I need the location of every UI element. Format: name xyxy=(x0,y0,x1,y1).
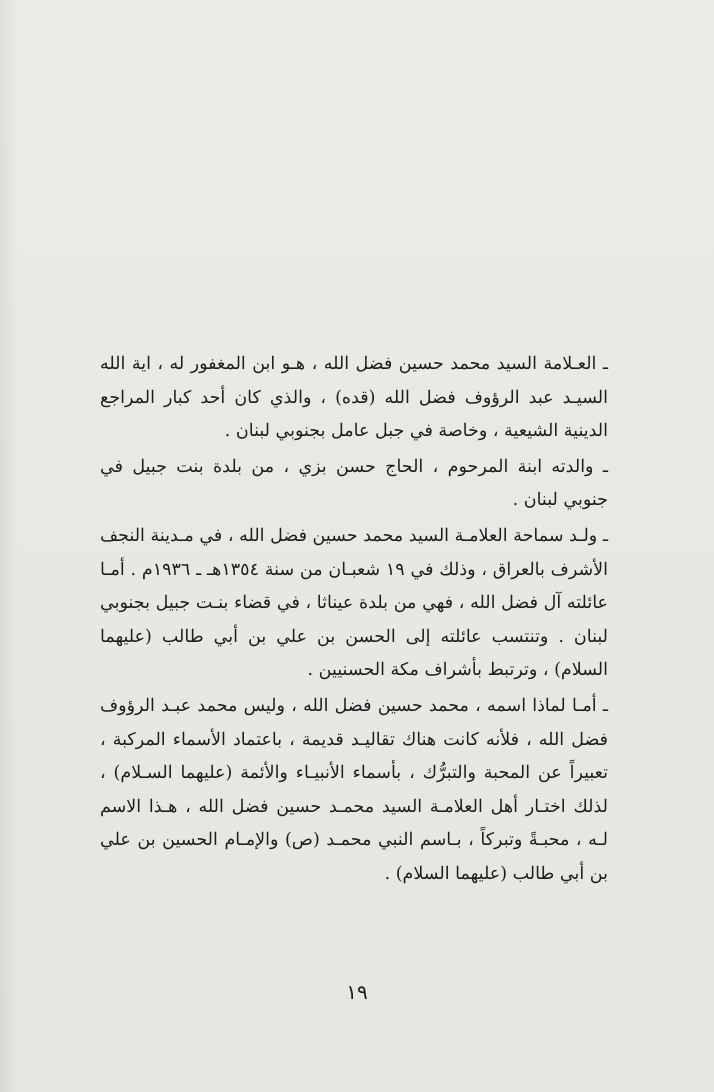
paragraph-name: ـ أمـا لماذا اسمه ، محمد حسين فضل الله ، وليس محمد عبـد الرؤوف فضل الله ، فلأنه كانت هناك تقاليـد قديمة ، باعتماد الأسماء المركبة ، تعبيراً عن المحبة والتبرُّك ، بأسماء الأنبيـاء والأئمة (عليهما السـلام) ، لذلك اختـار أهل العلامـة السيد محمـد حسين فضل الله ، هـذا الاسم لـه ، محبـةً وتبركاً ، بـاسم النبي محمـد (ص) والإمـام الحسين بن علي بن أبي طالب (عليهما السلام) . xyxy=(100,695,608,884)
body-text xyxy=(100,348,608,892)
page-number: ١٩ xyxy=(346,980,368,1004)
paragraph-mother: ـ والدته ابنة المرحوم ، الحاج حسن بزي ، من بلدة بنت جبيل في جنوبي لبنان . xyxy=(100,456,608,511)
paragraph-father: ـ العـلامة السيد محمد حسين فضل الله ، هـو ابن المغفور له ، اية الله السيـد عبد الرؤوف فضل الله (قده) ، والذي كان أحد كبار المراجع الدينية الشيعية ، وخاصة في جبل عامل بجنوبي لبنان . xyxy=(100,354,608,442)
binding-shadow xyxy=(0,0,18,1092)
paragraph-birth: ـ ولـد سماحة العلامـة السيد محمد حسين فضل الله ، في مـدينة النجف الأشرف بالعراق ، وذلك في ١٩ شعبـان من سنة ١٣٥٤هـ ـ ١٩٣٦م . أمـا عائلته آل فضل الله ، فهي من بلدة عيناثا ، في قضاء بنـت جبيل بجنوبي لبنان . وتنتسب عائلته إلى الحسن بن علي بن أبي طالب (عليهما السلام) ، وترتبط بأشراف مكة الحسنيين . xyxy=(100,525,608,681)
